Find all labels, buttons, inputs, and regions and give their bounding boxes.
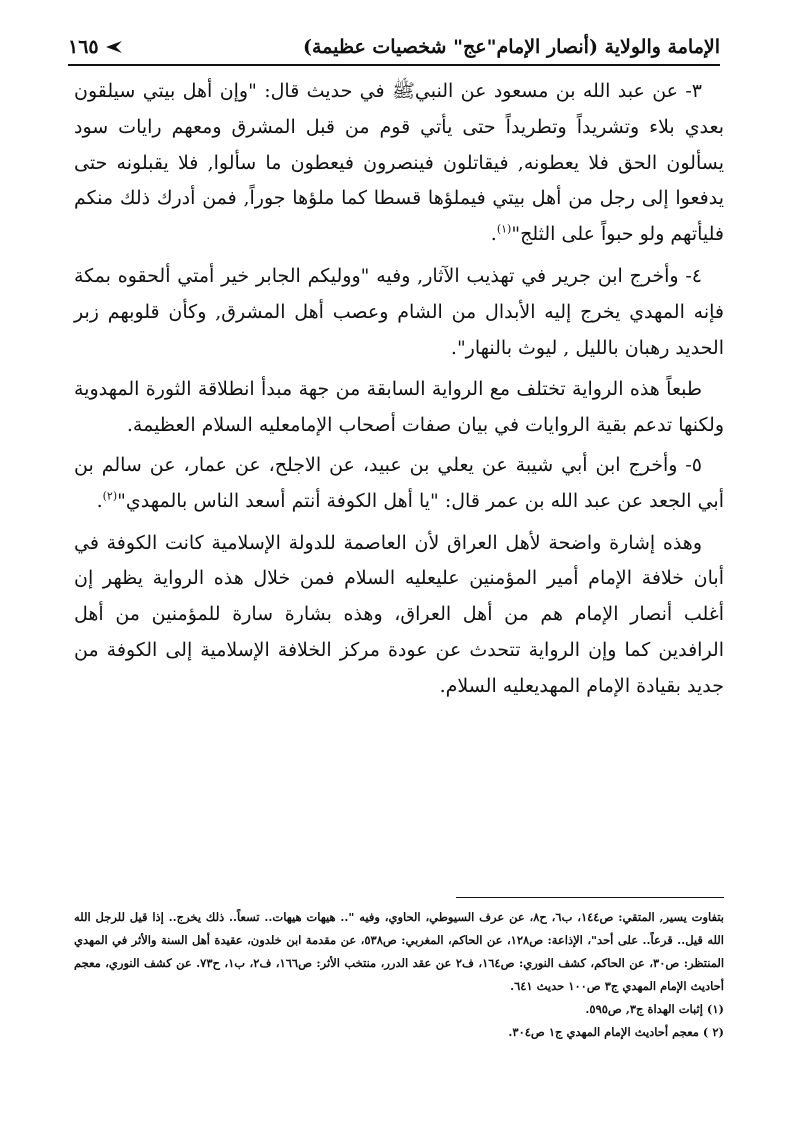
footnote-1: (١) إثبات الهداة ج٣, ص٥٩٥. (585, 1002, 724, 1016)
footnote-2: (٢ ) معجم أحاديث الإمام المهدي ج١ ص٣٠٤. (508, 1025, 724, 1039)
footnotes (74, 906, 724, 1044)
paragraph (74, 372, 724, 444)
paragraph (74, 259, 724, 366)
paragraph (74, 526, 724, 705)
arrow-icon (105, 40, 123, 54)
main-text (74, 74, 724, 711)
paragraph-text: وهذه إشارة واضحة لأهل العراق لأن العاصمة للدولة الإسلامية كانت الكوفة في أبان خلافة الإمام أمير المؤمنين عليعليه السلام فمن خلال هذه الرواية يظهر إن أغلب أنصار الإمام هم من أهل العراق، وهذه بشارة سارة للمؤمنين من أهل الرافدين كما وإن الرواية تتحدث عن عودة مركز الخلافة الإسلامية إلى الكوفة من جديد بقيادة الإمام المهديعليه السلام. (74, 531, 724, 697)
page-folio (68, 36, 123, 58)
paragraph (74, 448, 724, 520)
paragraph-tail: . (96, 489, 103, 512)
paragraph-text: ٣- عن عبد الله بن مسعود عن النبيﷺ في حديث قال: "وإن أهل بيتي سيلقون بعدي بلاء وتشريداً وتطريداً حتى يأتي قوم من قبل المشرق ومعهم رايات سود يسألون الحق فلا يعطونه, فيقاتلون فينصرون فيعطون ما سألوا, فلا يقبلونه حتى يدفعوا إلى رجل من أهل بيتي فيملؤها قسطا كما ملؤها جوراً, فمن أدرك ذلك منكم فليأتهم ولو حبواً على الثلج" (74, 80, 724, 246)
footnote-divider (456, 897, 724, 898)
paragraph-text: ٤- وأخرج ابن جرير في تهذيب الآثار, وفيه "ووليكم الجابر خير أمتي ألحقوه بمكة فإنه المهدي يخرج إليه الأبدال من الشام وعصب أهل المشرق, وكأن قلوبهم زبر الحديد رهبان بالليل , ليوث بالنهار". (74, 264, 724, 359)
running-title: الإمامة والولاية (أنصار الإمام"عج" شخصيات عظيمة) (302, 36, 720, 58)
paragraph-text: ٥- وأخرج ابن أبي شيبة عن يعلي بن عبيد، عن الاجلح، عن عمار، عن سالم بن أبي الجعد عن عبد الله بن عمر قال: "يا أهل الكوفة أنتم أسعد الناس بالمهدي" (74, 453, 724, 512)
footnote-ref[interactable]: (١) (496, 222, 512, 236)
paragraph-text: طبعاً هذه الرواية تختلف مع الرواية السابقة من جهة مبدأ انطلاقة الثورة المهدوية ولكنها تدعم بقية الروايات في بيان صفات أصحاب الإمامعليه السلام العظيمة. (74, 378, 724, 437)
page-header (68, 30, 720, 66)
footnote-continuation: بتفاوت يسير, المتقي: ص١٤٤، ب٦، ح٨، عن عرف السيوطي، الحاوي، وفيه ".. هيهات هيهات.. تسعاً.. ذلك يخرج.. إذا قيل للرجل الله الله قيل.. قرعاً.. على أحد"، الإذاعة: ص١٢٨، عن الحاكم، المغربي: ص٥٣٨، عن مقدمة ابن خلدون، عقيدة أهل السنة والأثر في المهدي المنتظر: ص٣٠، عن الحاكم، كشف النوري: ص١٦٤، ف٢ عن عقد الدرر، منتخب الأثر: ص١٦٦، ف٢، ب١، ح٧٣. عن كشف النوري، معجم أحاديث الإمام المهدي ج٣ ص١٠٠ حديث ٦٤١. (74, 910, 725, 993)
footnote-ref[interactable]: (٢) (102, 489, 118, 503)
page-number: ١٦٥ (68, 36, 99, 58)
paragraph (74, 74, 724, 253)
paragraph-tail: . (490, 223, 497, 246)
